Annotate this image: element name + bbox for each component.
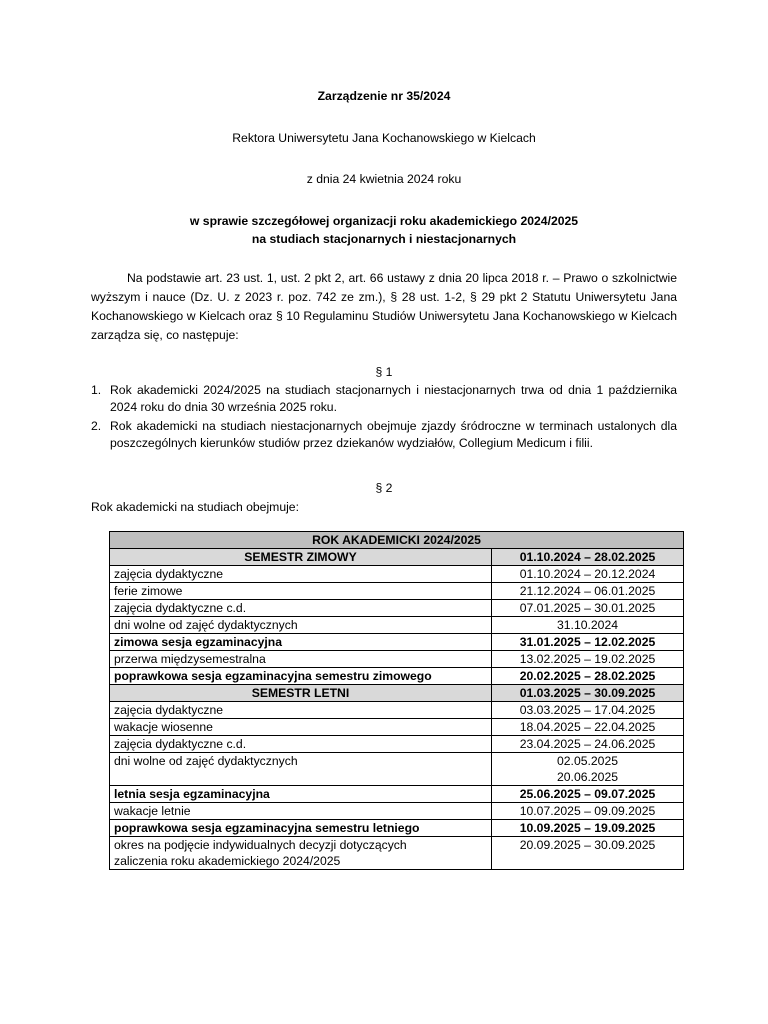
table-row (110, 753, 684, 786)
row-label: okres na podjęcie indywidualnych decyzji dotyczących (114, 838, 407, 852)
winter-semester-row (110, 549, 684, 566)
row-label: ferie zimowe (110, 583, 492, 600)
section-2-intro: Rok akademicki na studiach obejmuje: (91, 500, 299, 514)
table-row (110, 617, 684, 634)
row-date-multi (492, 753, 684, 786)
semester-label: SEMESTR ZIMOWY (110, 549, 492, 566)
summer-semester-row (110, 685, 684, 702)
row-label: zimowa sesja egzaminacyjna (110, 634, 492, 651)
row-label-multi (110, 837, 492, 870)
semester-range: 01.03.2025 – 30.09.2025 (492, 685, 684, 702)
document-subject-line-1: w sprawie szczegółowej organizacji roku akademickiego 2024/2025 (189, 214, 579, 228)
table-row (110, 600, 684, 617)
row-date: 10.07.2025 – 09.09.2025 (492, 803, 684, 820)
row-label: dni wolne od zajęć dydaktycznych (110, 753, 492, 786)
row-date: 31.01.2025 – 12.02.2025 (492, 634, 684, 651)
row-date: 23.04.2025 – 24.06.2025 (492, 736, 684, 753)
row-label: zajęcia dydaktyczne (110, 566, 492, 583)
list-item-number: 1. (91, 383, 102, 397)
table-row (110, 736, 684, 753)
row-label: dni wolne od zajęć dydaktycznych (110, 617, 492, 634)
table-row (110, 837, 684, 870)
row-label: zajęcia dydaktyczne c.d. (110, 600, 492, 617)
document-subject-line-2: na studiach stacjonarnych i niestacjonarnych (251, 232, 517, 246)
table-row (110, 702, 684, 719)
table-row (110, 651, 684, 668)
row-label: zajęcia dydaktyczne c.d. (110, 736, 492, 753)
row-label: letnia sesja egzaminacyjna (110, 786, 492, 803)
table-row (110, 634, 684, 651)
list-item (91, 418, 677, 452)
row-date: 21.12.2024 – 06.01.2025 (492, 583, 684, 600)
row-label: poprawkowa sesja egzaminacyjna semestru zimowego (110, 668, 492, 685)
table-title-row (110, 532, 684, 549)
row-date: 31.10.2024 (492, 617, 684, 634)
section-1-list (91, 382, 677, 454)
row-date: 20.09.2025 – 30.09.2025 (492, 837, 684, 870)
row-date: 25.06.2025 – 09.07.2025 (492, 786, 684, 803)
academic-calendar-table (109, 531, 684, 870)
table-row (110, 786, 684, 803)
row-date: 20.06.2025 (557, 770, 618, 784)
table-row (110, 668, 684, 685)
table-row (110, 583, 684, 600)
row-date: 13.02.2025 – 19.02.2025 (492, 651, 684, 668)
table-row (110, 803, 684, 820)
row-date: 02.05.2025 (557, 754, 618, 768)
row-date: 07.01.2025 – 30.01.2025 (492, 600, 684, 617)
list-item-text: Rok akademicki 2024/2025 na studiach stacjonarnych i niestacjonarnych trwa od dnia 1 października 2024 roku do dnia 30 września 2025 roku. (110, 383, 677, 414)
row-date: 03.03.2025 – 17.04.2025 (492, 702, 684, 719)
semester-range: 01.10.2024 – 28.02.2025 (492, 549, 684, 566)
row-date: 10.09.2025 – 19.09.2025 (492, 820, 684, 837)
row-label: przerwa międzysemestralna (110, 651, 492, 668)
row-label: zaliczenia roku akademickiego 2024/2025 (114, 854, 341, 868)
document-date: z dnia 24 kwietnia 2024 roku (306, 172, 462, 186)
row-date: 20.02.2025 – 28.02.2025 (492, 668, 684, 685)
table-row (110, 566, 684, 583)
table-title: ROK AKADEMICKI 2024/2025 (110, 532, 684, 549)
row-label: poprawkowa sesja egzaminacyjna semestru letniego (110, 820, 492, 837)
document-title: Zarządzenie nr 35/2024 (317, 89, 451, 103)
row-label: zajęcia dydaktyczne (110, 702, 492, 719)
list-item (91, 382, 677, 416)
section-2-heading: § 2 (375, 481, 393, 495)
document-issuer: Rektora Uniwersytetu Jana Kochanowskiego w Kielcach (232, 131, 536, 145)
semester-label: SEMESTR LETNI (110, 685, 492, 702)
row-label: wakacje wiosenne (110, 719, 492, 736)
row-date: 01.10.2024 – 20.12.2024 (492, 566, 684, 583)
preamble-paragraph: Na podstawie art. 23 ust. 1, ust. 2 pkt 2, art. 66 ustawy z dnia 20 lipca 2018 r. – Prawo o szkolnictwie wyższym i nauce (Dz. U. z 2023 r. poz. 742 ze zm.), § 28 ust. 1-2, § 29 pkt 2 Statutu Uniwersytetu Jana Kochanowskiego w Kielcach oraz § 10 Regulaminu Studiów Uniwersytetu Jana Kochanowskiego w Kielcach zarządza się, co następuje: (91, 271, 677, 342)
section-1-heading: § 1 (375, 365, 393, 379)
list-item-text: Rok akademicki na studiach niestacjonarnych obejmuje zjazdy śródroczne w terminach ustalonych dla poszczególnych kierunków studiów przez dziekanów wydziałów, Collegium Medicum i filii. (110, 419, 677, 450)
table-row (110, 820, 684, 837)
row-label: wakacje letnie (110, 803, 492, 820)
list-item-number: 2. (91, 419, 102, 433)
table-row (110, 719, 684, 736)
row-date: 18.04.2025 – 22.04.2025 (492, 719, 684, 736)
